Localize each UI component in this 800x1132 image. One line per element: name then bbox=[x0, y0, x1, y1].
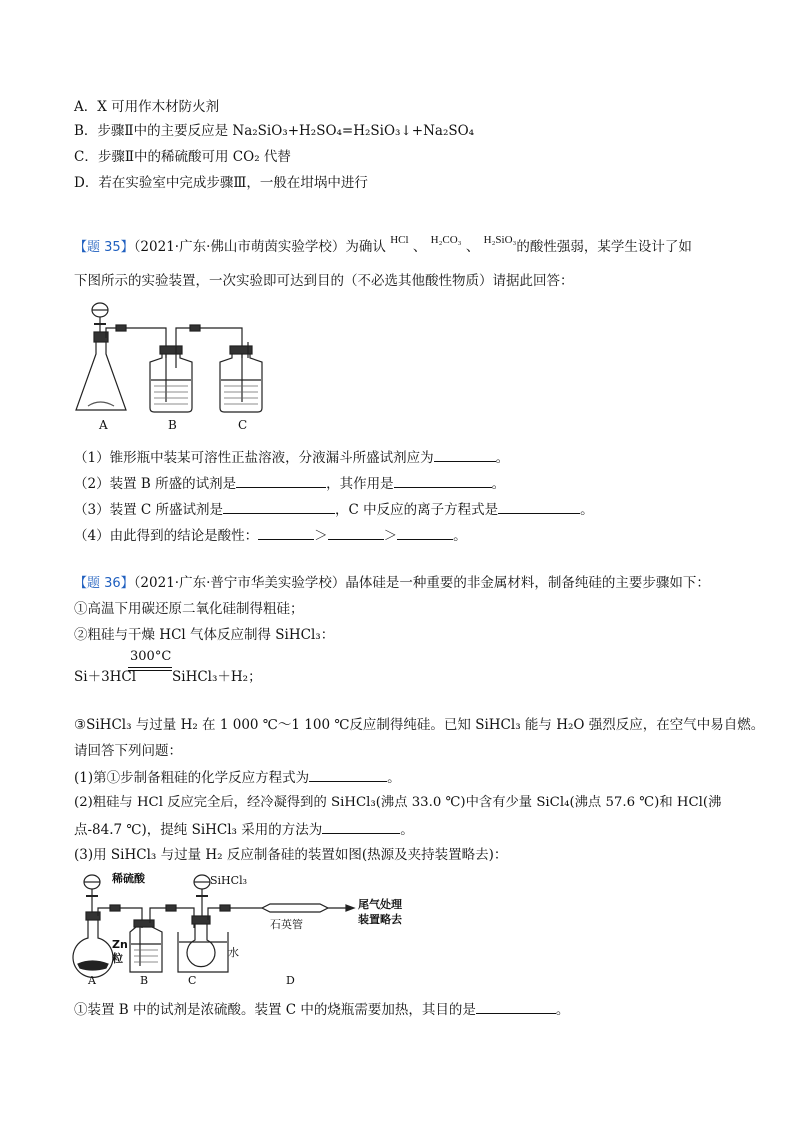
q35-sub1-end: 。 bbox=[495, 450, 510, 466]
fig-label-b: B bbox=[140, 974, 149, 987]
fig-label-zn-grain: 粒 bbox=[112, 952, 123, 965]
option-c: C．步骤Ⅱ中的稀硫酸可用 CO₂ 代替 bbox=[74, 149, 291, 165]
fig-label-c: C bbox=[238, 418, 248, 432]
q35-sub1-text: （1）锥形瓶中装某可溶性正盐溶液，分液漏斗所盛试剂应为 bbox=[74, 450, 434, 466]
option-a: A．X 可用作木材防火剂 bbox=[74, 99, 220, 115]
fig-label-water: 水 bbox=[228, 946, 239, 959]
answer-blank[interactable] bbox=[236, 474, 326, 488]
q36-part3-sub1-end: 。 bbox=[555, 1002, 570, 1018]
q35-sub4-text: （4）由此得到的结论是酸性： bbox=[74, 528, 259, 544]
q36-ask: 请回答下列问题： bbox=[74, 743, 182, 759]
q36-step3: ③SiHCl₃ 与过量 H₂ 在 1 000 ℃～1 100 ℃反应制得纯硅。已知 SiHCl₃ 能与 H₂O 强烈反应，在空气中易自燃。 bbox=[74, 717, 765, 733]
q36-part3-sub1 bbox=[74, 1000, 569, 1019]
q36-part1 bbox=[74, 768, 401, 787]
q35-sub2-text: （2）装置 B 所盛的试剂是 bbox=[74, 476, 237, 492]
fig-label-c: C bbox=[188, 974, 197, 987]
sep2: 、 bbox=[465, 239, 480, 255]
sep1: 、 bbox=[412, 239, 427, 255]
answer-blank[interactable] bbox=[394, 474, 492, 488]
q36-part1-end: 。 bbox=[387, 770, 401, 786]
gt-sign: ＞ bbox=[383, 528, 398, 544]
q36-part2-line2 bbox=[74, 820, 414, 839]
q35-sub2-end: 。 bbox=[491, 476, 506, 492]
q36-stem bbox=[74, 574, 710, 593]
q36-part1-text: (1)第①步制备粗硅的化学反应方程式为 bbox=[74, 770, 310, 786]
fig-label-zn: Zn bbox=[112, 938, 128, 951]
q35-sub4 bbox=[74, 526, 467, 545]
fig-label-exhaust-1: 尾气处理 bbox=[358, 898, 402, 911]
equation-right: SiHCl₃＋H₂； bbox=[172, 669, 262, 685]
q36-stem-text: （2021·广东·普宁市华美实验学校）晶体硅是一种重要的非金属材料，制备纯硅的主要步骤如下： bbox=[133, 575, 710, 591]
fig-label-sihcl3: SiHCl₃ bbox=[210, 874, 247, 887]
q35-sub3 bbox=[74, 500, 594, 519]
q35-tag: 【题 35】 bbox=[74, 240, 134, 255]
q35-sub3-mid: ，C 中反应的离子方程式是 bbox=[335, 502, 499, 518]
fig-label-a: A bbox=[99, 418, 108, 432]
fig-label-b: B bbox=[168, 418, 177, 432]
q35-stem-tail: 的酸性强弱，某学生设计了如 bbox=[516, 239, 692, 255]
q36-part3: (3)用 SiHCl₃ 与过量 H₂ 反应制备硅的装置如图(热源及夹持装置略去)： bbox=[74, 847, 508, 863]
acid-h2sio3: H₂SiO₃ bbox=[483, 234, 517, 246]
answer-blank[interactable] bbox=[322, 820, 400, 834]
answer-blank[interactable] bbox=[397, 526, 453, 540]
fig-label-dilute-acid: 稀硫酸 bbox=[112, 872, 145, 885]
q35-stem-line1 bbox=[74, 234, 692, 257]
option-d: D．若在实验室中完成步骤Ⅲ，一般在坩埚中进行 bbox=[74, 175, 368, 191]
option-b: B．步骤Ⅱ中的主要反应是 Na₂SiO₃+H₂SO₄=H₂SiO₃↓+Na₂SO₄ bbox=[74, 123, 475, 139]
q35-sub3-end: 。 bbox=[580, 502, 594, 518]
q35-sub2 bbox=[74, 474, 505, 493]
answer-blank[interactable] bbox=[476, 1000, 556, 1014]
acid-h2co3: H₂CO₃ bbox=[430, 234, 462, 246]
q36-part2-end: 。 bbox=[400, 822, 414, 838]
q36-part2-text: 点-84.7 ℃)，提纯 SiHCl₃ 采用的方法为 bbox=[74, 822, 323, 838]
q36-step2: ②粗硅与干燥 HCl 气体反应制得 SiHCl₃： bbox=[74, 627, 335, 643]
q35-source: （2021·广东·佛山市萌茵实验学校）为确认 bbox=[133, 239, 386, 255]
fig-label-quartz-tube: 石英管 bbox=[270, 918, 303, 931]
gt-sign: ＞ bbox=[314, 528, 328, 544]
answer-blank[interactable] bbox=[498, 500, 580, 514]
q35-sub3-text: （3）装置 C 所盛试剂是 bbox=[74, 502, 224, 518]
answer-blank[interactable] bbox=[258, 526, 314, 540]
fig-label-d: D bbox=[286, 974, 295, 987]
q35-sub1 bbox=[74, 448, 509, 467]
fig-label-exhaust-2: 装置略去 bbox=[358, 913, 402, 926]
q35-sub4-end: 。 bbox=[453, 528, 467, 544]
q36-part2-line1: (2)粗硅与 HCl 反应完全后，经冷凝得到的 SiHCl₃(沸点 33.0 ℃)中含有少量 SiCl₄(沸点 57.6 ℃)和 HCl(沸 bbox=[74, 795, 722, 810]
answer-blank[interactable] bbox=[309, 768, 387, 782]
answer-blank[interactable] bbox=[434, 448, 496, 462]
q36-step1: ①高温下用碳还原二氧化硅制得粗硅； bbox=[74, 601, 304, 617]
fig-label-a: A bbox=[88, 974, 96, 987]
q36-part3-sub1-text: ①装置 B 中的试剂是浓硫酸。装置 C 中的烧瓶需要加热，其目的是 bbox=[74, 1002, 476, 1018]
equation-left: Si＋3HCl bbox=[74, 669, 137, 685]
reaction-condition: 300°C bbox=[130, 649, 172, 664]
answer-blank[interactable] bbox=[328, 526, 384, 540]
q36-tag: 【题 36】 bbox=[74, 576, 134, 591]
acid-hcl: HCl bbox=[390, 234, 409, 246]
answer-blank[interactable] bbox=[223, 500, 335, 514]
q35-stem-line2: 下图所示的实验装置，一次实验即可达到目的（不必选其他酸性物质）请据此回答： bbox=[74, 273, 574, 289]
q35-sub2-mid: ，其作用是 bbox=[326, 476, 394, 492]
